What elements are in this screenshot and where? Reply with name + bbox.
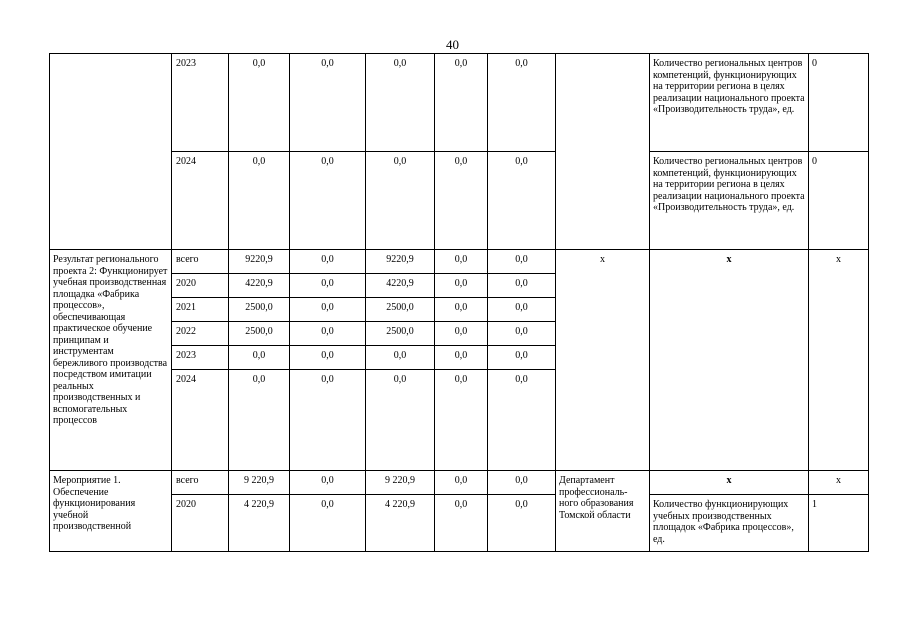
target-cell: 0 <box>809 54 869 152</box>
value-cell: 0,0 <box>229 152 290 250</box>
value-cell: 0,0 <box>435 346 488 370</box>
value-cell: 0,0 <box>488 298 556 322</box>
value-cell: 4 220,9 <box>229 495 290 552</box>
indicator-cell: Количество функционирующих учебных производственных площадок «Фабрика процессов», ед. <box>650 495 809 552</box>
value-cell: 0,0 <box>290 322 366 346</box>
value-cell: 0,0 <box>229 346 290 370</box>
value-cell: 9220,9 <box>229 250 290 274</box>
executor-cell: Департамент профессиональ-ного образования Томской области <box>556 471 650 552</box>
value-cell: 0,0 <box>290 54 366 152</box>
year-cell: 2024 <box>172 370 229 471</box>
target-cell: 1 <box>809 495 869 552</box>
year-cell: 2023 <box>172 346 229 370</box>
value-cell: 0,0 <box>435 495 488 552</box>
page-number: 40 <box>446 37 459 52</box>
value-cell: 0,0 <box>290 346 366 370</box>
table-row <box>50 495 869 552</box>
value-cell: 0,0 <box>488 471 556 495</box>
indicator-cell: Количество региональных центров компетенций, функционирующих на территории региона в целях реализации национального проекта «Производительность труда», ед. <box>650 54 809 152</box>
year-cell: 2024 <box>172 152 229 250</box>
value-cell: 0,0 <box>435 250 488 274</box>
value-cell: 9220,9 <box>366 250 435 274</box>
value-cell: 0,0 <box>290 298 366 322</box>
target-cell: х <box>809 471 869 495</box>
year-cell: всего <box>172 471 229 495</box>
empty-name-cell <box>50 54 172 250</box>
value-cell: 2500,0 <box>229 322 290 346</box>
table-row <box>50 471 869 495</box>
value-cell: 0,0 <box>435 298 488 322</box>
table-row <box>50 54 869 152</box>
value-cell: 0,0 <box>488 370 556 471</box>
year-cell: 2022 <box>172 322 229 346</box>
value-cell: 0,0 <box>366 152 435 250</box>
value-cell: 0,0 <box>488 346 556 370</box>
value-cell: 9 220,9 <box>229 471 290 495</box>
executor-cell <box>556 54 650 250</box>
value-cell: 0,0 <box>488 322 556 346</box>
value-cell: 9 220,9 <box>366 471 435 495</box>
budget-table <box>49 53 869 552</box>
target-cell: х <box>809 250 869 471</box>
indicator-cell: Количество региональных центров компетенций, функционирующих на территории региона в целях реализации национального проекта «Производительность труда», ед. <box>650 152 809 250</box>
event-name-cell: Мероприятие 1. Обеспечение функционирования учебной производственной <box>50 471 172 552</box>
value-cell: 0,0 <box>435 471 488 495</box>
value-cell: 0,0 <box>366 346 435 370</box>
value-cell: 0,0 <box>435 322 488 346</box>
value-cell: 0,0 <box>488 54 556 152</box>
value-cell: 0,0 <box>229 54 290 152</box>
value-cell: 0,0 <box>290 495 366 552</box>
year-cell: 2020 <box>172 274 229 298</box>
value-cell: 0,0 <box>488 274 556 298</box>
value-cell: 0,0 <box>488 152 556 250</box>
value-cell: 2500,0 <box>366 322 435 346</box>
result-name-cell: Результат регионального проекта 2: Функционирует учебная производственная площадка «Фабрика процессов», обеспечивающая практическое обучение принципам и инструментам бережливого производства посредством имитации реальных производственных и вспомогательных процессов <box>50 250 172 471</box>
table-row <box>50 250 869 274</box>
value-cell: 0,0 <box>290 152 366 250</box>
table-row <box>50 152 869 250</box>
value-cell: 0,0 <box>488 250 556 274</box>
value-cell: 4220,9 <box>366 274 435 298</box>
value-cell: 0,0 <box>229 370 290 471</box>
value-cell: 0,0 <box>290 471 366 495</box>
indicator-cell: х <box>650 250 809 471</box>
value-cell: 0,0 <box>435 54 488 152</box>
year-cell: 2023 <box>172 54 229 152</box>
year-cell: 2021 <box>172 298 229 322</box>
value-cell: 0,0 <box>366 370 435 471</box>
value-cell: 2500,0 <box>366 298 435 322</box>
value-cell: 0,0 <box>435 370 488 471</box>
value-cell: 4 220,9 <box>366 495 435 552</box>
year-cell: 2020 <box>172 495 229 552</box>
value-cell: 4220,9 <box>229 274 290 298</box>
indicator-cell: х <box>650 471 809 495</box>
value-cell: 0,0 <box>435 152 488 250</box>
value-cell: 0,0 <box>366 54 435 152</box>
value-cell: 0,0 <box>290 274 366 298</box>
value-cell: 0,0 <box>435 274 488 298</box>
target-cell: 0 <box>809 152 869 250</box>
value-cell: 0,0 <box>488 495 556 552</box>
value-cell: 2500,0 <box>229 298 290 322</box>
year-cell: всего <box>172 250 229 274</box>
value-cell: 0,0 <box>290 370 366 471</box>
executor-cell: х <box>556 250 650 471</box>
value-cell: 0,0 <box>290 250 366 274</box>
